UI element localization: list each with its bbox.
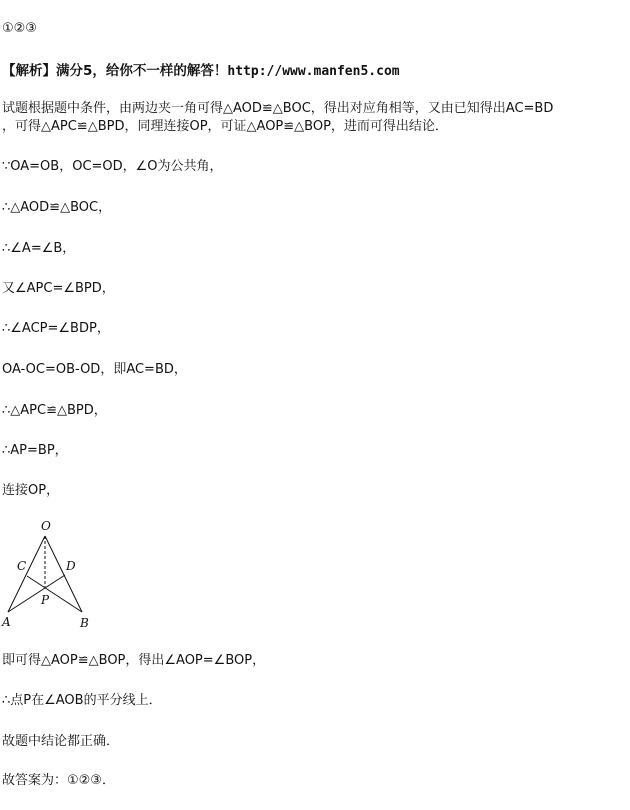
label-a: A [2, 615, 11, 629]
answer-top: ①②③ [2, 21, 37, 36]
conclusion-line: 故题中结论都正确． [2, 734, 120, 749]
label-d: D [66, 559, 76, 573]
summary-line: 试题根据题中条件，由两边夹一角可得△AOD≌△BOC，得出对应角相等，又由已知得出AC=BD [2, 101, 554, 116]
proof-step: ∴△AOD≌△BOC， [2, 200, 112, 215]
proof-step: ∴△APC≌△BPD， [2, 403, 107, 418]
source-url: http://www.manfen5.com [227, 64, 400, 79]
geometry-diagram [0, 514, 110, 634]
proof-step: 又∠APC=∠BPD， [2, 281, 115, 296]
segment-ob [45, 536, 82, 612]
summary-line: ，可得△APC≌△BPD，同理连接OP，可证△AOP≌△BOP，进而可得出结论． [2, 119, 448, 134]
label-c: C [17, 559, 27, 573]
label-o: O [41, 519, 51, 533]
proof-step: ∵OA=OB，OC=OD，∠O为公共角， [2, 159, 223, 174]
final-answer: 故答案为：①②③． [2, 773, 115, 788]
analysis-heading-label: 【解析】满分5，给你不一样的解答！ [2, 63, 228, 79]
proof-step: 连接OP， [2, 483, 60, 498]
proof-step: OA-OC=OB-OD，即AC=BD， [2, 362, 187, 377]
conclusion-line: 即可得△AOP≌△BOP，得出∠AOP=∠BOP， [2, 653, 266, 668]
analysis-heading [2, 62, 400, 81]
proof-step: ∴∠ACP=∠BDP， [2, 321, 110, 336]
conclusion-line: ∴点P在∠AOB的平分线上． [2, 693, 162, 708]
segment-oa [8, 536, 45, 612]
proof-step: ∴∠A=∠B， [2, 241, 76, 256]
label-p: P [41, 593, 50, 607]
proof-step: ∴AP=BP， [2, 443, 68, 458]
label-b: B [80, 616, 89, 630]
